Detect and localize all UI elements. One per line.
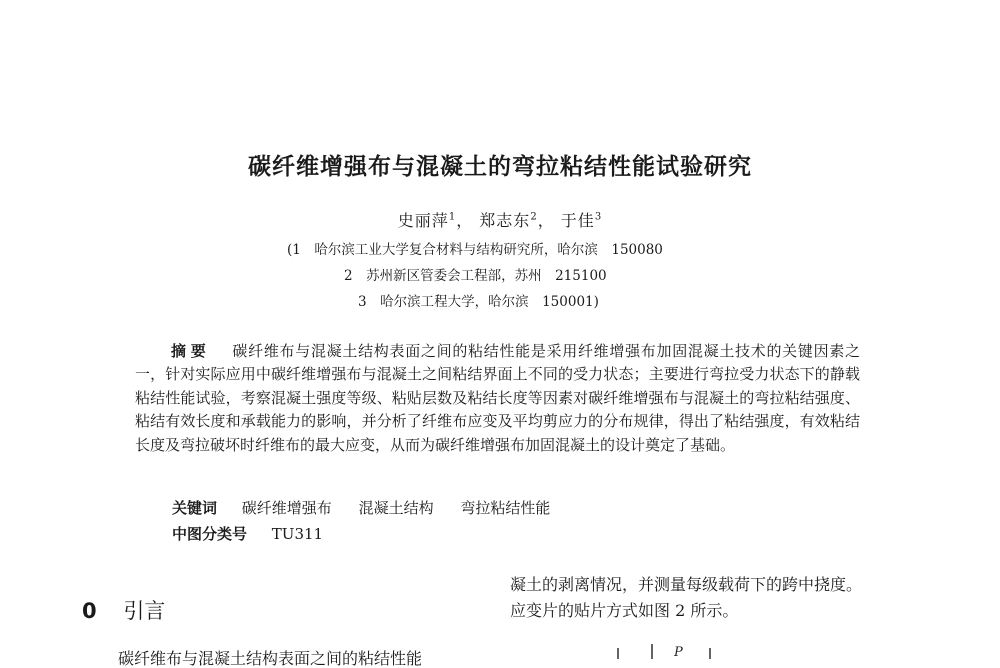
keyword: 碳纤维增强布 bbox=[241, 499, 332, 517]
author-affil-sup: 3 bbox=[594, 211, 603, 223]
abstract-label: 摘要 bbox=[171, 342, 211, 360]
classification-label: 中图分类号 bbox=[172, 525, 248, 543]
section-heading bbox=[82, 595, 165, 625]
affiliation-line: 2 苏州新区管委会工程部，苏州 215100 bbox=[344, 268, 607, 284]
section-title: 引言 bbox=[123, 599, 166, 623]
author-name: 史丽萍 bbox=[397, 211, 449, 230]
figure-fragment bbox=[600, 642, 730, 659]
author-name: 郑志东 bbox=[479, 211, 531, 230]
author-separator: ， bbox=[456, 211, 474, 230]
affiliation-line: 3 哈尔滨工程大学，哈尔滨 150001) bbox=[358, 294, 599, 310]
section-number: 0 bbox=[82, 599, 97, 623]
classification-row bbox=[172, 523, 323, 544]
body-text-line: 凝土的剥离情况，并测量每级载荷下的跨中挠度。 bbox=[510, 575, 863, 594]
abstract-block bbox=[135, 340, 860, 457]
author-affil-sup: 2 bbox=[530, 211, 538, 223]
affiliation-line: (1 哈尔滨工业大学复合材料与结构研究所，哈尔滨 150080 bbox=[287, 242, 663, 258]
author-list bbox=[0, 208, 1000, 231]
body-text-line: 应变片的贴片方式如图 2 所示。 bbox=[510, 601, 739, 620]
keyword: 弯拉粘结性能 bbox=[460, 499, 551, 517]
author-name: 于佳 bbox=[560, 211, 595, 230]
body-text-line-cut: 碳纤维布与混凝土结构表面之间的粘结性能 bbox=[118, 649, 423, 668]
paper-title: 碳纤维增强布与混凝土的弯拉粘结性能试验研究 bbox=[248, 154, 752, 180]
author-affil-sup: 1 bbox=[448, 211, 457, 223]
abstract-text: 碳纤维布与混凝土结构表面之间的粘结性能是采用纤维增强布加固混凝土技术的关键因素之一，针对实际应用中碳纤维增强布与混凝土之间粘结界面上不同的受力状态；主要进行弯拉受力状态下的静载粘结性能试验，考察混凝土强度等级、粘贴层数及粘结长度等因素对碳纤维增强布与混凝土的弯拉粘结强度、粘结有效长度和承载能力的影响，并分析了纤维布应变及平均剪应力的分布规律，得出了粘结强度，有效粘结长度及弯拉破坏时纤维布的最大应变，从而为碳纤维增强布加固混凝土的设计奠定了基础。 bbox=[135, 342, 860, 454]
keywords-row bbox=[172, 497, 572, 518]
author-separator: ， bbox=[537, 211, 555, 230]
keywords-label: 关键词 bbox=[172, 499, 218, 517]
figure-label: P bbox=[674, 645, 683, 660]
keyword: 混凝土结构 bbox=[358, 499, 434, 517]
classification-code: TU311 bbox=[271, 525, 324, 543]
